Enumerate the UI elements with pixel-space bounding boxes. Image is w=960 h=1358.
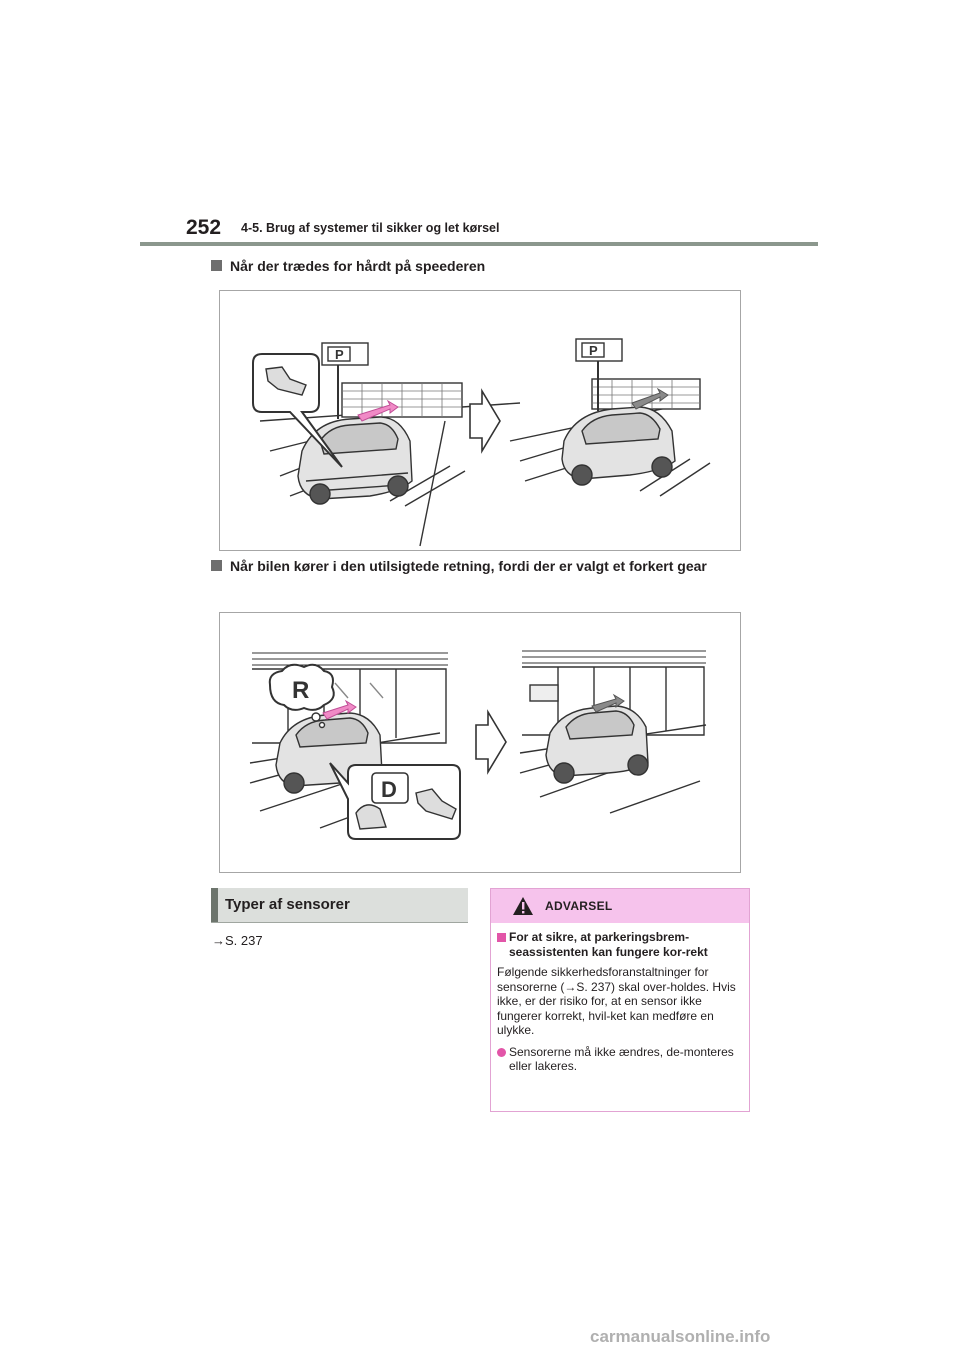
parking-illustration-1 <box>220 291 740 550</box>
subsection-title: Typer af sensorer <box>225 896 350 913</box>
warning-box <box>490 888 750 1112</box>
page-reference: →S. 237 <box>212 933 263 948</box>
parking-illustration-2 <box>220 613 740 872</box>
parking-sign-letter-right: P <box>589 343 598 358</box>
warning-paragraph: Følgende sikkerhedsforanstaltninger for sensorerne (→S. 237) skal over-holdes. Hvis ikke, er der risiko for, at en sensor ikke fungerer korrekt, hvil-ket kan medføre en ulykke. <box>497 965 736 1037</box>
square-bullet-icon <box>211 260 222 271</box>
warning-item-title: For at sikre, at parkeringsbrem-seassistenten kan fungere kor-rekt <box>509 930 708 959</box>
header-rule <box>140 242 818 246</box>
warning-bullet-text: Sensorerne må ikke ændres, de-monteres eller lakeres. <box>509 1044 734 1073</box>
figure-wrong-gear <box>219 612 741 873</box>
watermark: carmanualsonline.info <box>590 1327 771 1346</box>
gear-drive-label: D <box>381 777 397 802</box>
section-heading-wrong-gear: Når bilen kører i den utilsigtede retning, fordi der er valgt et forkert gear <box>211 553 751 579</box>
subsection-sensor-types <box>211 888 468 923</box>
warning-item <box>497 930 743 959</box>
warning-body <box>497 930 743 1074</box>
warning-triangle-icon <box>512 896 534 916</box>
warning-header <box>491 889 749 923</box>
warning-bullet <box>497 1045 743 1074</box>
square-bullet-icon <box>497 933 506 942</box>
parking-sign-letter-left: P <box>335 347 344 362</box>
page-number: 252 <box>186 216 222 239</box>
square-bullet-icon <box>211 560 222 571</box>
round-bullet-icon <box>497 1048 506 1057</box>
gear-reverse-label: R <box>292 677 310 704</box>
section-heading-accelerator: Når der trædes for hårdt på speederen <box>211 253 751 279</box>
warning-label: ADVARSEL <box>545 899 613 913</box>
subsection-accent-bar <box>211 888 218 922</box>
figure-hard-acceleration <box>219 290 741 551</box>
running-header: 4-5. Brug af systemer til sikker og let kørsel <box>241 221 500 235</box>
